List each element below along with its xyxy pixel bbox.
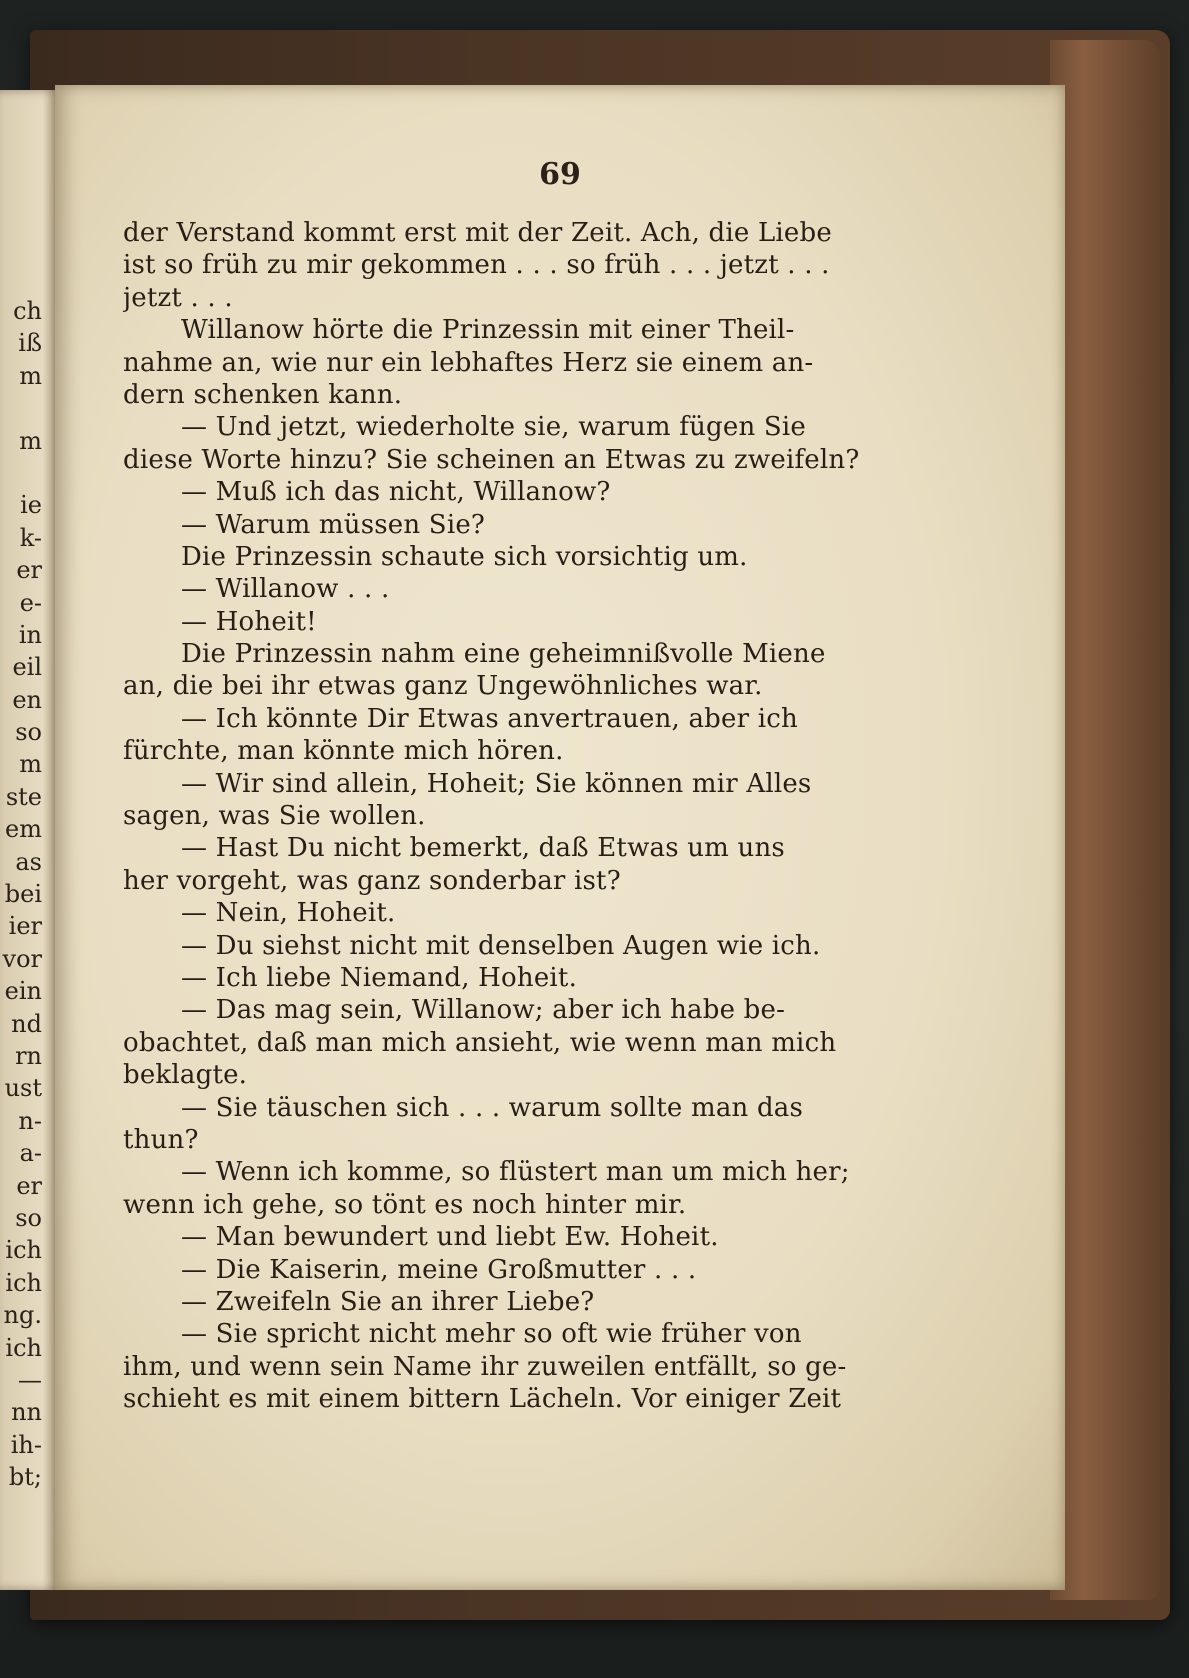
text-line: dern schenken kann. [123,379,403,410]
left-page-fragment: ie [20,491,42,520]
text-line: — Sie spricht nicht mehr so oft wie früher von [181,1319,802,1350]
text-line: — Warum müssen Sie? [181,509,486,540]
left-page-fragment: ier [8,912,42,941]
text-line: — Sie täuschen sich . . . warum sollte man das [181,1092,804,1123]
left-page-fragment: nn [11,1398,42,1427]
text-line: ihm, und wenn sein Name ihr zuweilen entfällt, so ge- [123,1351,847,1382]
text-line: Die Prinzessin schaute sich vorsichtig um. [181,541,748,572]
left-page-fragment: ich [5,1268,42,1297]
text-line: nahme an, wie nur ein lebhaftes Herz sie einem an- [123,347,814,378]
left-page-fragment [2,457,42,489]
text-line: — Hast Du nicht bemerkt, daß Etwas um uns [181,833,785,864]
text-line: jetzt . . . [123,282,233,313]
left-page-fragment: — [18,1365,42,1394]
text-line: — Wir sind allein, Hoheit; Sie können mir Alles [181,768,812,799]
left-page-fragment: so [15,718,42,747]
left-page-fragment: vor [2,944,42,973]
left-page-fragment: eil [12,653,42,682]
text-line: an, die bei ihr etwas ganz Ungewöhnliches war. [123,671,763,702]
text-line: — Ich liebe Niemand, Hoheit. [181,962,578,993]
page-body-text [123,217,975,1415]
text-line: — Und jetzt, wiederholte sie, warum fügen Sie [181,412,806,443]
text-line: — Ich könnte Dir Etwas anvertrauen, aber ich [181,703,798,734]
text-line: her vorgeht, was ganz sonderbar ist? [123,865,621,896]
text-line: sagen, was Sie wollen. [123,801,426,832]
left-page-fragment: a- [19,1139,42,1168]
text-line: — Muß ich das nicht, Willanow? [181,477,611,508]
text-line: — Zweifeln Sie an ihrer Liebe? [181,1286,595,1317]
cover-edge [1050,40,1160,1600]
left-page-fragment: m [19,426,42,455]
left-page-fragment: ng. [3,1301,42,1330]
left-page-fragment: in [18,620,42,649]
left-page-fragment: m [19,750,42,779]
left-page-fragment: en [12,685,42,714]
left-page-fragment: er [16,556,42,585]
text-line: — Man bewundert und liebt Ew. Hoheit. [181,1222,719,1253]
left-page-fragment: bei [4,880,42,909]
text-line: beklagte. [123,1060,248,1091]
text-line: diese Worte hinzu? Sie scheinen an Etwas zu zweifeln? [123,444,860,475]
left-page-fragment [2,392,42,424]
left-page-fragment: ust [4,1074,42,1103]
left-page-fragment: bt; [8,1463,42,1492]
text-line: — Das mag sein, Willanow; aber ich habe be- [181,995,786,1026]
left-page-fragment: er [16,1171,42,1200]
left-page-fragment: ich [5,1236,42,1265]
text-line: fürchte, man könnte mich hören. [123,736,564,767]
text-line: Die Prinzessin nahm eine geheimnißvolle Miene [181,639,826,670]
left-page-fragment: m [19,361,42,390]
left-page-fragment: ste [5,782,42,811]
left-page-fragment: as [15,847,42,876]
left-page-text-fragments [2,295,42,1493]
left-page-fragment: so [15,1203,42,1232]
text-line: — Willanow . . . [181,574,390,605]
left-page-fragment: n- [18,1106,42,1135]
text-line: obachtet, daß man mich ansieht, wie wenn man mich [123,1027,837,1058]
text-line: — Nein, Hoheit. [181,898,396,929]
text-line: — Die Kaiserin, meine Großmutter . . . [181,1254,697,1285]
text-line: ist so früh zu mir gekommen . . . so früh . . . jetzt . . . [123,250,830,281]
left-page-fragment: ih- [10,1430,42,1459]
text-line: wenn ich gehe, so tönt es noch hinter mir. [123,1189,687,1220]
left-page-fragment: ich [5,1333,42,1362]
page-number: 69 [539,157,581,192]
text-line: thun? [123,1124,199,1155]
left-page-fragment: e- [19,588,42,617]
left-page-fragment: k- [19,523,42,552]
text-line: — Wenn ich komme, so flüstert man um mich her; [181,1157,850,1188]
text-line: — Hoheit! [181,606,317,637]
left-page-fragment: nd [11,1009,42,1038]
text-line: schieht es mit einem bittern Lächeln. Vor einiger Zeit [123,1384,842,1415]
text-line: der Verstand kommt erst mit der Zeit. Ach, die Liebe [123,218,832,248]
left-page-fragment: iß [18,329,42,358]
right-page [55,85,1065,1590]
left-page-fragment: ein [4,977,42,1006]
left-page-fragment: ch [13,297,42,325]
left-page-fragment: rn [15,1041,42,1070]
left-page-edge [0,90,60,1590]
text-line: Willanow hörte die Prinzessin mit einer Theil- [181,315,795,346]
text-line: — Du siehst nicht mit denselben Augen wie ich. [181,930,821,961]
left-page-fragment: em [5,815,42,844]
